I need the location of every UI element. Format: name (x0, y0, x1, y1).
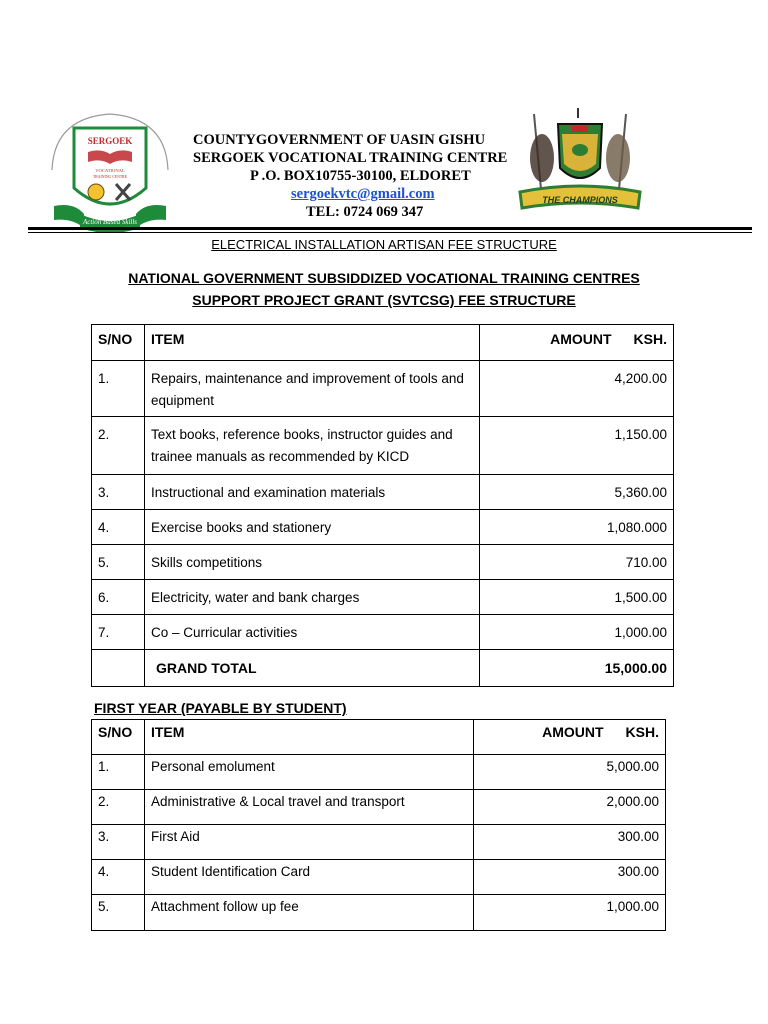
header-amount: AMOUNT (550, 331, 612, 347)
telephone: TEL: 0724 069 347 (306, 204, 424, 220)
row-amount: 4,200.00 (614, 371, 667, 386)
title-line-1: NATIONAL GOVERNMENT SUBSIDDIZED VOCATIONAL TRAINING CENTRES (128, 270, 640, 286)
header-item: ITEM (150, 724, 185, 740)
svtcsg-fee-table (91, 324, 674, 687)
table-row (92, 895, 666, 931)
row-sno: 4. (98, 520, 110, 535)
row-sno: 3. (98, 829, 110, 844)
row-amount: 2,000.00 (606, 794, 659, 809)
row-amount: 1,080.000 (606, 520, 667, 535)
header-item: ITEM (150, 331, 185, 347)
row-sno: 5. (98, 555, 110, 570)
table-row (92, 417, 674, 475)
row-item: Exercise books and stationery (150, 520, 332, 535)
table-row (92, 755, 666, 790)
header-amount: AMOUNT (542, 724, 604, 740)
table-header-row (92, 325, 674, 361)
row-item: Student Identification Card (150, 864, 311, 879)
table-row (92, 580, 674, 615)
table-row (92, 615, 674, 650)
row-item: First Aid (150, 829, 200, 844)
row-sno: 3. (98, 485, 110, 500)
row-amount: 1,150.00 (614, 427, 667, 442)
header-sno: S/NO (98, 724, 133, 740)
row-amount: 710.00 (625, 555, 667, 570)
first-year-heading: FIRST YEAR (PAYABLE BY STUDENT) (94, 700, 347, 716)
svg-text:VOCATIONAL: VOCATIONAL (95, 168, 125, 173)
header-divider-thin (28, 232, 752, 233)
svg-text:TRAINING CENTRE: TRAINING CENTRE (92, 175, 128, 179)
sergoek-vtc-logo (44, 110, 176, 232)
row-amount: 1,000.00 (606, 899, 659, 914)
header-currency: KSH. (625, 724, 659, 740)
header-divider-thick (28, 227, 752, 230)
row-sno: 5. (98, 899, 110, 914)
table-header-row (92, 720, 666, 755)
table-row (92, 790, 666, 825)
logo-ribbon-text: Action Based Skills (82, 218, 138, 226)
row-sno: 1. (98, 759, 110, 774)
row-item: Attachment follow up fee (150, 899, 299, 914)
county-coat-of-arms (514, 104, 646, 224)
row-amount: 1,500.00 (614, 590, 667, 605)
row-sno: 2. (98, 794, 110, 809)
email-link[interactable]: sergoekvtc@gmail.com (291, 186, 435, 202)
row-item: Text books, reference books, instructor guides and trainee manuals as recommended by KICD (150, 427, 453, 464)
table-row (92, 361, 674, 417)
header-sno: S/NO (98, 331, 133, 347)
row-sno: 2. (98, 427, 110, 442)
title-line-2: SUPPORT PROJECT GRANT (SVTCSG) FEE STRUCTURE (192, 292, 576, 308)
institution-name: SERGOEK VOCATIONAL TRAINING CENTRE (193, 150, 508, 166)
letterhead (193, 131, 513, 221)
grand-total-value: 15,000.00 (604, 660, 667, 676)
row-amount: 5,000.00 (606, 759, 659, 774)
row-item: Skills competitions (150, 555, 263, 570)
table-row (92, 510, 674, 545)
first-year-fee-table (91, 719, 666, 931)
table-row (92, 860, 666, 895)
table-row (92, 475, 674, 510)
row-sno: 4. (98, 864, 110, 879)
row-sno: 7. (98, 625, 110, 640)
header-currency: KSH. (633, 331, 667, 347)
coat-of-arms-ribbon-text: THE CHAMPIONS (542, 195, 618, 205)
row-item: Repairs, maintenance and improvement of tools and equipment (150, 371, 464, 408)
row-amount: 300.00 (617, 829, 659, 844)
county-name: COUNTYGOVERNMENT OF UASIN GISHU (193, 132, 486, 148)
row-item: Co – Curricular activities (150, 625, 298, 640)
row-amount: 1,000.00 (614, 625, 667, 640)
table-row (92, 545, 674, 580)
grand-total-label: GRAND TOTAL (155, 660, 257, 676)
postal-address: P .O. BOX10755-30100, ELDORET (250, 168, 471, 184)
row-item: Electricity, water and bank charges (150, 590, 360, 605)
logo-top-text: SERGOEK (87, 136, 133, 146)
row-amount: 300.00 (617, 864, 659, 879)
row-sno: 6. (98, 590, 110, 605)
grand-total-row (92, 650, 674, 687)
row-item: Personal emolument (150, 759, 275, 774)
table-row (92, 825, 666, 860)
row-sno: 1. (98, 371, 110, 386)
row-item: Administrative & Local travel and transport (150, 794, 405, 809)
row-item: Instructional and examination materials (150, 485, 386, 500)
document-subtitle: ELECTRICAL INSTALLATION ARTISAN FEE STRUCTURE (211, 237, 557, 252)
row-amount: 5,360.00 (614, 485, 667, 500)
